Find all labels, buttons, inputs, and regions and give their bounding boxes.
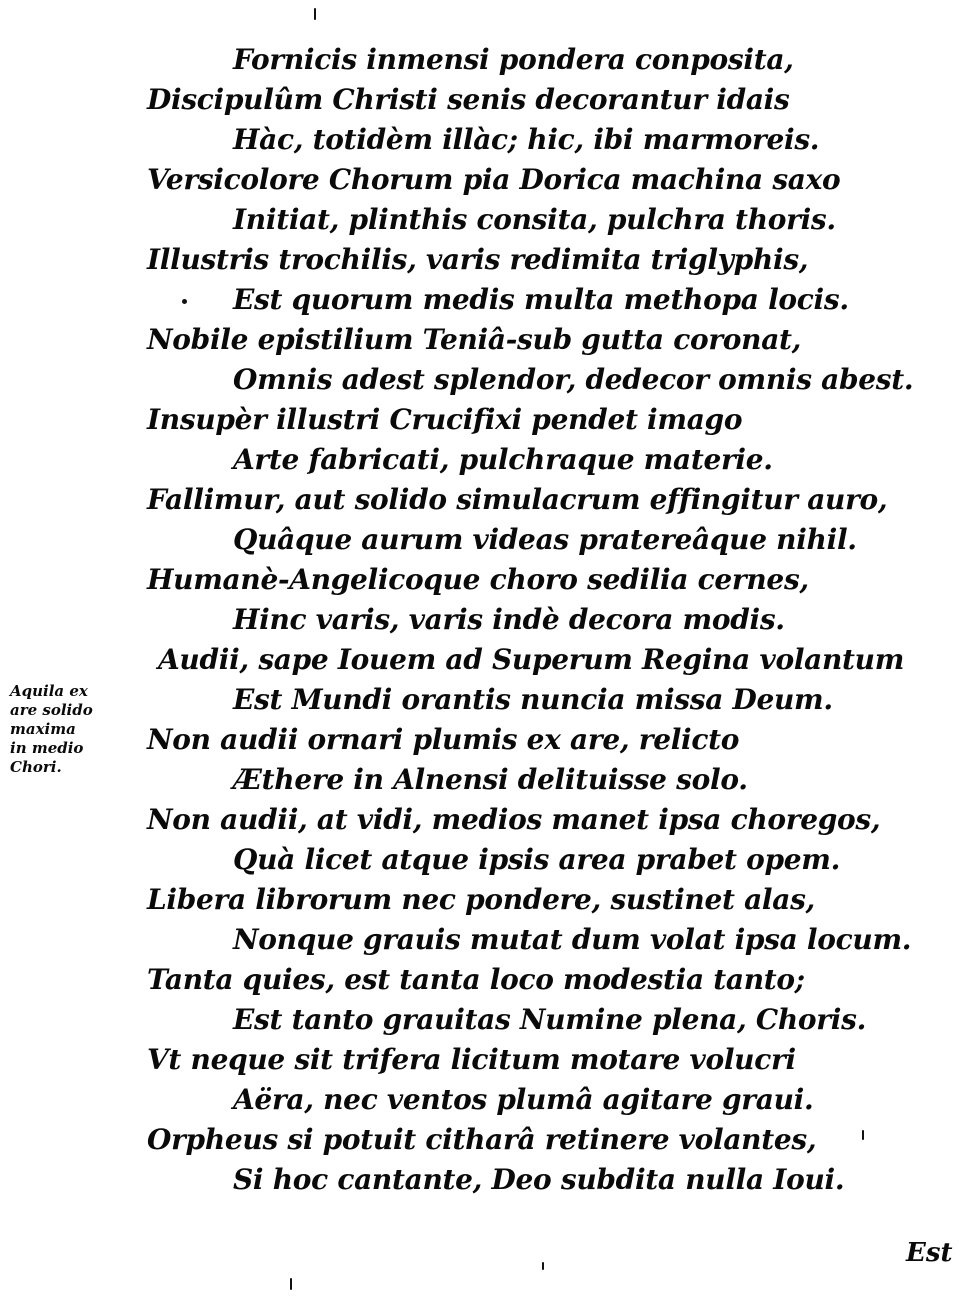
verse-line: Tanta quies, est tanta loco modestia tanto; (147, 963, 805, 996)
verse-line: Orpheus si potuit citharâ retinere volantes, (147, 1123, 817, 1156)
marginal-note-line: in medio (10, 739, 84, 757)
verse-line: Libera librorum nec pondere, sustinet alas, (147, 883, 816, 916)
verse-line: Vt neque sit trifera licitum motare volucri (147, 1043, 796, 1076)
verse-line: Illustris trochilis, varis redimita triglyphis, (147, 243, 809, 276)
marginal-note-line: are solido (10, 701, 93, 719)
verse-line: Hàc, totidèm illàc; hic, ibi marmoreis. (233, 123, 820, 156)
verse-line: Quâque aurum videas pratereâque nihil. (233, 523, 857, 556)
scan-speck (290, 1278, 292, 1290)
verse-line: Omnis adest splendor, dedecor omnis abest. (233, 363, 914, 396)
marginal-note (10, 682, 145, 777)
verse-line: Arte fabricati, pulchraque materie. (233, 443, 773, 476)
verse-line: Initiat, plinthis consita, pulchra thoris. (233, 203, 836, 236)
verse-line: Aëra, nec ventos plumâ agitare graui. (233, 1083, 814, 1116)
verse-line: Versicolore Chorum pia Dorica machina saxo (147, 163, 841, 196)
verse-line: Est quorum medis multa methopa locis. (233, 283, 849, 316)
catchword: Est (906, 1238, 953, 1268)
verse-line: Non audii, at vidi, medios manet ipsa choregos, (147, 803, 881, 836)
marginal-note-line: maxima (10, 720, 76, 738)
verse-line: Fornicis inmensi pondera conposita, (233, 43, 794, 76)
verse-line: Si hoc cantante, Deo subdita nulla Ioui. (233, 1163, 845, 1196)
scan-speck (862, 1130, 864, 1140)
verse-line: Discipulûm Christi senis decorantur idais (147, 83, 790, 116)
scan-speck (182, 299, 187, 304)
verse-line: Nobile epistilium Teniâ-sub gutta coronat, (147, 323, 802, 356)
verse-line: Æthere in Alnensi delituisse solo. (233, 763, 748, 796)
verse-line: Nonque grauis mutat dum volat ipsa locum. (233, 923, 912, 956)
marginal-note-line: Aquila ex (10, 682, 88, 700)
verse-line: Est Mundi orantis nuncia missa Deum. (233, 683, 833, 716)
verse-line: Insupèr illustri Crucifixi pendet imago (147, 403, 743, 436)
scan-speck (314, 8, 316, 20)
marginal-note-line: Chori. (10, 758, 62, 776)
verse-line: Humanè-Angelicoque choro sedilia cernes, (147, 563, 809, 596)
verse-line: Quà licet atque ipsis area prabet opem. (233, 843, 841, 876)
verse-line: Est tanto grauitas Numine plena, Choris. (233, 1003, 867, 1036)
scan-speck (542, 1262, 544, 1270)
verse-line: Non audii ornari plumis ex are, relicto (147, 723, 740, 756)
verse-line: Fallimur, aut solido simulacrum effingitur auro, (147, 483, 888, 516)
verse-line: Audii, sape Iouem ad Superum Regina volantum (158, 643, 905, 676)
verse-line: Hinc varis, varis indè decora modis. (233, 603, 785, 636)
